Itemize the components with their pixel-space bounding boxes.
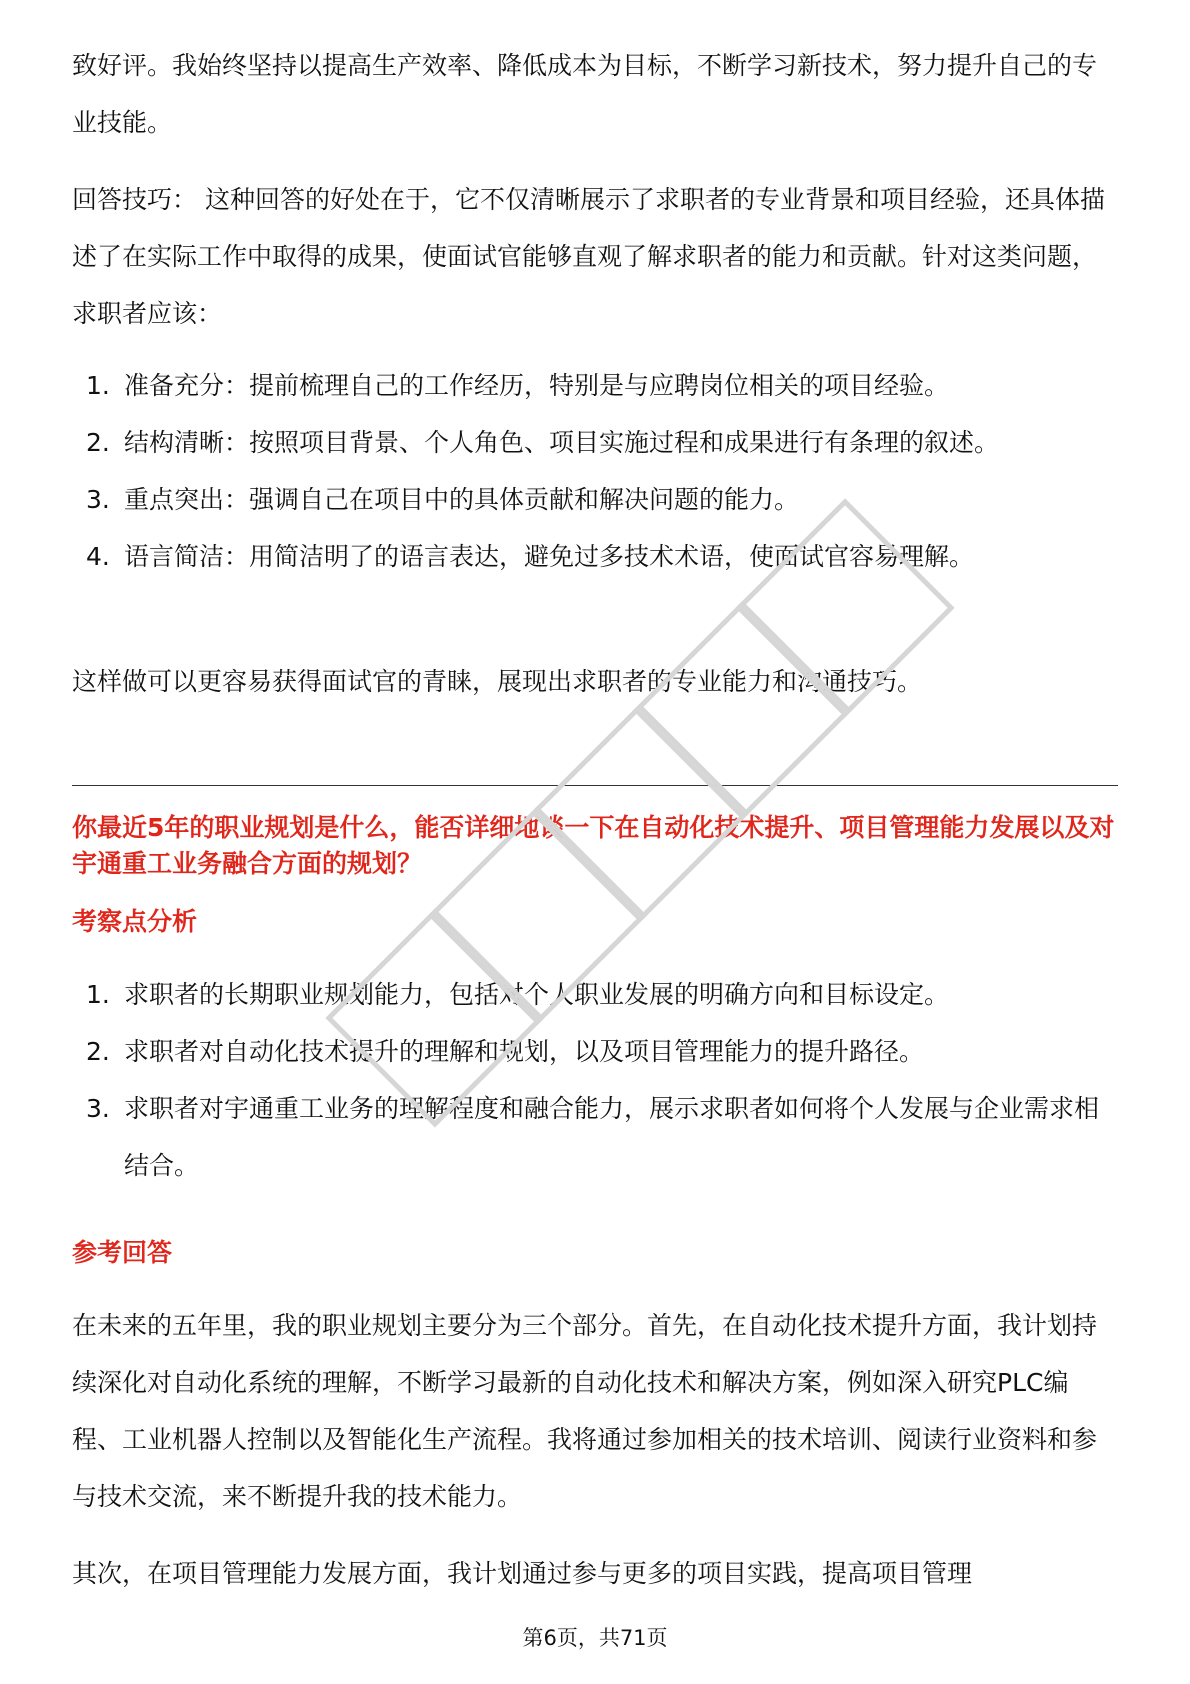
list-item (72, 528, 1118, 585)
list-item-text: 求职者对自动化技术提升的理解和规划，以及项目管理能力的提升路径。 (124, 1037, 925, 1066)
list-item (72, 1023, 1118, 1080)
paragraph-continuation: 致好评。我始终坚持以提高生产效率、降低成本为目标，不断学习新技术，努力提升自己的专业技能。 (72, 51, 1098, 137)
tips-list (72, 357, 1118, 585)
list-item (72, 471, 1118, 528)
list-item-text: 结构清晰：按照项目背景、个人角色、项目实施过程和成果进行有条理的叙述。 (124, 428, 1000, 457)
list-number: 2. (86, 1037, 110, 1066)
tips-conclusion: 这样做可以更容易获得面试官的青睐，展现出求职者的专业能力和沟通技巧。 (72, 667, 923, 696)
list-number: 2. (86, 428, 110, 457)
list-number: 4. (86, 542, 110, 571)
analysis-list (72, 966, 1118, 1194)
answer-title: 参考回答 (72, 1238, 173, 1267)
list-item (72, 414, 1118, 471)
list-number: 1. (86, 980, 110, 1009)
list-item-text: 重点突出：强调自己在项目中的具体贡献和解决问题的能力。 (124, 485, 800, 514)
list-item-text: 语言简洁：用简洁明了的语言表达，避免过多技术术语，使面试官容易理解。 (124, 542, 975, 571)
list-number: 1. (86, 371, 110, 400)
answer-paragraph: 在未来的五年里，我的职业规划主要分为三个部分。首先，在自动化技术提升方面，我计划持续深化对自动化系统的理解，不断学习最新的自动化技术和解决方案，例如深入研究PLC编程、工业机器人控制以及智能化生产流程。我将通过参加相关的技术培训、阅读行业资料和参与技术交流，来不断提升我的技术能力。 (72, 1311, 1098, 1511)
list-item-text: 准备充分：提前梳理自己的工作经历，特别是与应聘岗位相关的项目经验。 (124, 371, 950, 400)
list-number: 3. (86, 1094, 110, 1123)
answer-paragraph: 其次，在项目管理能力发展方面，我计划通过参与更多的项目实践，提高项目管理 (72, 1559, 973, 1588)
question-heading: 你最近5年的职业规划是什么，能否详细地谈一下在自动化技术提升、项目管理能力发展以及对宇通重工业务融合方面的规划？ (72, 813, 1115, 878)
analysis-title: 考察点分析 (72, 907, 198, 936)
list-item-text: 求职者对宇通重工业务的理解程度和融合能力，展示求职者如何将个人发展与企业需求相结合。 (124, 1094, 1100, 1180)
page-footer: 第6页，共71页 (522, 1626, 668, 1650)
list-item-text: 求职者的长期职业规划能力，包括对个人职业发展的明确方向和目标设定。 (124, 980, 950, 1009)
list-item (72, 357, 1118, 414)
list-item (72, 966, 1118, 1023)
list-item (72, 1080, 1118, 1194)
section-divider (72, 785, 1118, 786)
paragraph-answer-tips: 回答技巧： 这种回答的好处在于，它不仅清晰展示了求职者的专业背景和项目经验，还具体描述了在实际工作中取得的成果，使面试官能够直观了解求职者的能力和贡献。针对这类问题，求职者应该： (72, 185, 1105, 328)
list-number: 3. (86, 485, 110, 514)
